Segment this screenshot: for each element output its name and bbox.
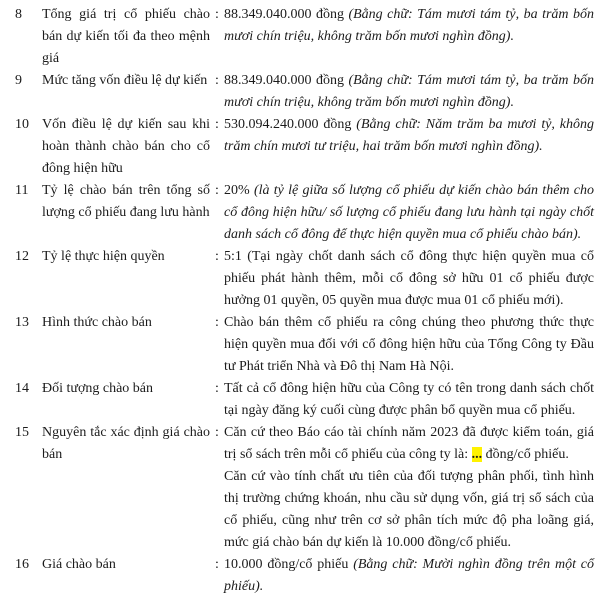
- row-number: 15: [15, 425, 29, 440]
- row-label: Giá chào bán: [42, 557, 116, 572]
- row-number: 8: [15, 7, 22, 22]
- value-text-segment: 88.349.040.000 đồng: [224, 7, 349, 22]
- row-value: [224, 4, 594, 48]
- row-label: Đối tượng chào bán: [42, 381, 154, 396]
- value-text-segment: (Bằng chữ: Mười nghìn đồng trên một cổ phiếu).: [224, 557, 594, 594]
- value-paragraph: [224, 180, 594, 246]
- row-number: 12: [15, 249, 29, 264]
- colon-separator: :: [215, 249, 219, 264]
- row-label: Tỷ lệ chào bán trên tổng số lượng cổ phiếu đang lưu hành: [42, 183, 210, 220]
- row-number: 16: [15, 557, 29, 572]
- value-text-segment: (Bằng chữ: Tám mươi tám tỷ, ba trăm bốn mươi chín triệu, không trăm bốn mươi nghìn đồng).: [224, 73, 595, 110]
- value-paragraph: [224, 378, 594, 422]
- colon-separator: :: [215, 381, 219, 396]
- table-row: [12, 4, 594, 70]
- row-value: [224, 246, 594, 312]
- value-text-segment: 530.094.240.000 đồng: [224, 117, 357, 132]
- table-row: [12, 70, 594, 114]
- row-number: 11: [15, 183, 29, 198]
- value-text-segment: (Bằng chữ: Tám mươi tám tỷ, ba trăm bốn mươi chín triệu, không trăm bốn mươi nghìn đồng).: [224, 7, 595, 44]
- row-number: 9: [15, 73, 22, 88]
- value-paragraph: [224, 554, 594, 598]
- colon-separator: :: [215, 117, 219, 132]
- row-value: [224, 70, 594, 114]
- row-label: Hình thức chào bán: [42, 315, 152, 330]
- value-text-segment: Chào bán thêm cổ phiếu ra công chúng theo phương thức thực hiện quyền mua đối với cổ đông hiện hữu của Tổng Công ty Đầu tư Phát triển Nhà và Đô thị Nam Hà Nội.: [224, 315, 594, 374]
- row-label: Tỷ lệ thực hiện quyền: [42, 249, 165, 264]
- value-text-segment: (là tỷ lệ giữa số lượng cổ phiếu dự kiến chào bán thêm cho cổ đông hiện hữu/ số lượng cổ phiếu đang lưu hành tại ngày chốt danh sách cổ đông để thực hiện quyền mua cổ phiếu chào bán).: [224, 183, 594, 242]
- table-row: [12, 378, 594, 422]
- value-text-segment: (Bằng chữ: Năm trăm ba mươi tỷ, không trăm chín mươi tư triệu, hai trăm bốn mươi nghìn đồng).: [224, 117, 595, 154]
- row-value: [224, 422, 594, 554]
- value-paragraph: [224, 4, 594, 48]
- row-value: [224, 312, 594, 378]
- value-text-segment: Căn cứ vào tính chất ưu tiên của đối tượng phân phối, tình hình thị trường chứng khoán, nhu cầu sử dụng vốn, giá trị sổ sách của cổ phiếu, cũng như trên cơ sở phân tích mức độ pha loãng giá, mức giá chào bán dự kiến là 10.000 đồng/cổ phiếu.: [224, 469, 594, 550]
- value-text-segment: đồng/cổ phiếu.: [482, 447, 569, 462]
- row-value: [224, 554, 594, 598]
- value-text-segment: 88.349.040.000 đồng: [224, 73, 349, 88]
- value-paragraph: [224, 70, 594, 114]
- value-paragraph: [224, 312, 594, 378]
- table-row: [12, 114, 594, 180]
- value-text-segment: 20%: [224, 183, 254, 198]
- table-row: [12, 312, 594, 378]
- colon-separator: :: [215, 73, 219, 88]
- row-number: 14: [15, 381, 29, 396]
- row-label: Vốn điều lệ dự kiến sau khi hoàn thành chào bán cho cổ đông hiện hữu: [42, 117, 210, 176]
- table-row: [12, 422, 594, 554]
- value-text-segment: Căn cứ theo Báo cáo tài chính năm 2023 đã được kiểm toán, giá trị sổ sách trên mỗi cổ phiếu của công ty là:: [224, 425, 594, 462]
- row-label: Nguyên tắc xác định giá chào bán: [42, 425, 210, 462]
- table-row: [12, 180, 594, 246]
- colon-separator: :: [215, 315, 219, 330]
- value-text-segment: 10.000 đồng/cổ phiếu: [224, 557, 354, 572]
- table-row: [12, 246, 594, 312]
- table-row: [12, 554, 594, 598]
- value-paragraph: [224, 246, 594, 312]
- value-text-segment: Tất cả cổ đông hiện hữu của Công ty có tên trong danh sách chốt tại ngày đăng ký cuối cùng được phân bổ quyền mua cổ phiếu.: [224, 381, 594, 418]
- colon-separator: :: [215, 425, 219, 440]
- colon-separator: :: [215, 7, 219, 22]
- value-paragraph: [224, 466, 594, 554]
- row-label: Tổng giá trị cổ phiếu chào bán dự kiến tối đa theo mệnh giá: [42, 7, 210, 66]
- row-value: [224, 180, 594, 246]
- row-number: 13: [15, 315, 29, 330]
- row-value: [224, 114, 594, 158]
- value-paragraph: [224, 114, 594, 158]
- highlighted-placeholder: ...: [471, 447, 483, 462]
- row-value: [224, 378, 594, 422]
- colon-separator: :: [215, 557, 219, 572]
- value-text-segment: 5:1 (Tại ngày chốt danh sách cổ đông thực hiện quyền mua cổ phiếu phát hành thêm, mỗi cổ đông sở hữu 01 cổ phiếu được hưởng 01 quyền, 05 quyền mua được mua 01 cổ phiếu mới).: [224, 249, 594, 308]
- row-label: Mức tăng vốn điều lệ dự kiến: [42, 73, 208, 88]
- colon-separator: :: [215, 183, 219, 198]
- value-paragraph: [224, 422, 594, 466]
- row-number: 10: [15, 117, 29, 132]
